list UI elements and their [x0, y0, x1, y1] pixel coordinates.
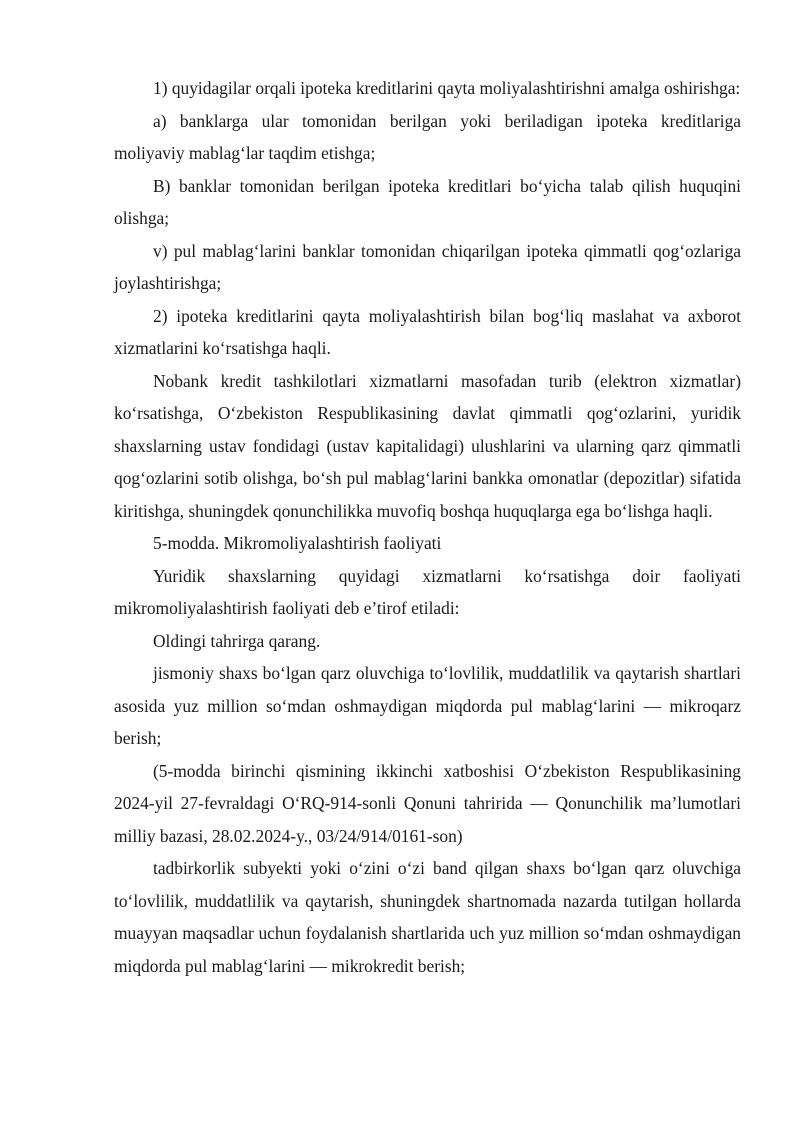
paragraph-item-a: a) banklarga ular tomonidan berilgan yoki beriladigan ipoteka kreditlariga moliyaviy mablag‘lar taqdim etishga; [114, 110, 741, 163]
document-page [114, 72, 741, 982]
paragraph-amendment-note: (5-modda birinchi qismining ikkinchi xatboshisi O‘zbekiston Respublikasining 2024-yil 27-fevraldagi O‘RQ-914-sonli Qonuni tahririda — Qonunchilik ma’lumotlari milliy bazasi, 28.02.2024-y., 03/24/914/0161-son) [114, 760, 741, 846]
previous-edition-link[interactable]: Oldingi tahrirga qarang. [153, 630, 321, 651]
paragraph-refinancing-methods: 1) quyidagilar orqali ipoteka kreditlarini qayta moliyalashtirishni amalga oshirishga: [153, 78, 741, 98]
article-5-heading: 5-modda. Mikromoliyalashtirish faoliyati [153, 533, 442, 553]
paragraph-item-b: B) banklar tomonidan berilgan ipoteka kreditlari bo‘yicha talab qilish huquqini olishga; [114, 175, 741, 228]
paragraph-microcredit: tadbirkorlik subyekti yoki o‘zini o‘zi band qilgan shaxs bo‘lgan qarz oluvchiga to‘lovlilik, muddatlilik va qaytarish, shuningdek shartnomada nazarda tutilgan hollarda muayyan maqsadlar uchun foydalanish shartlarida uch yuz million so‘mdan oshmaydigan miqdorda pul mablag‘larini — mikrokredit berish; [114, 858, 741, 976]
paragraph-item-v: v) pul mablag‘larini banklar tomonidan chiqarilgan ipoteka qimmatli qog‘ozlariga joylashtirishga; [114, 240, 741, 293]
paragraph-microloan: jismoniy shaxs bo‘lgan qarz oluvchiga to‘lovlilik, muddatlilik va qaytarish shartlari asosida yuz million so‘mdan oshmaydigan miqdorda pul mablag‘larini — mikroqarz berish; [114, 663, 741, 748]
paragraph-nonbank-rights: Nobank kredit tashkilotlari xizmatlarni masofadan turib (elektron xizmatlar) ko‘rsatishga, O‘zbekiston Respublikasining davlat qimmatli qog‘ozlarini, yuridik shaxslarning ustav fondidagi (ustav kapitalidagi) ulushlarini va ularning qarz qimmatli qog‘ozlarini sotib olishga, bo‘sh pul mablag‘larini bankka omonatlar (depozitlar) sifatida kiritishga, shuningdek qonunchilikka muvofiq boshqa huquqlarga ega bo‘lishga haqli. [114, 370, 741, 521]
paragraph-consulting-services: 2) ipoteka kreditlarini qayta moliyalashtirish bilan bog‘liq maslahat va axborot xizmatlarini ko‘rsatishga haqli. [114, 305, 741, 358]
paragraph-microfinance-definition: Yuridik shaxslarning quyidagi xizmatlarni ko‘rsatishga doir faoliyati mikromoliyalashtirish faoliyati deb e’tirof etiladi: [114, 565, 741, 618]
